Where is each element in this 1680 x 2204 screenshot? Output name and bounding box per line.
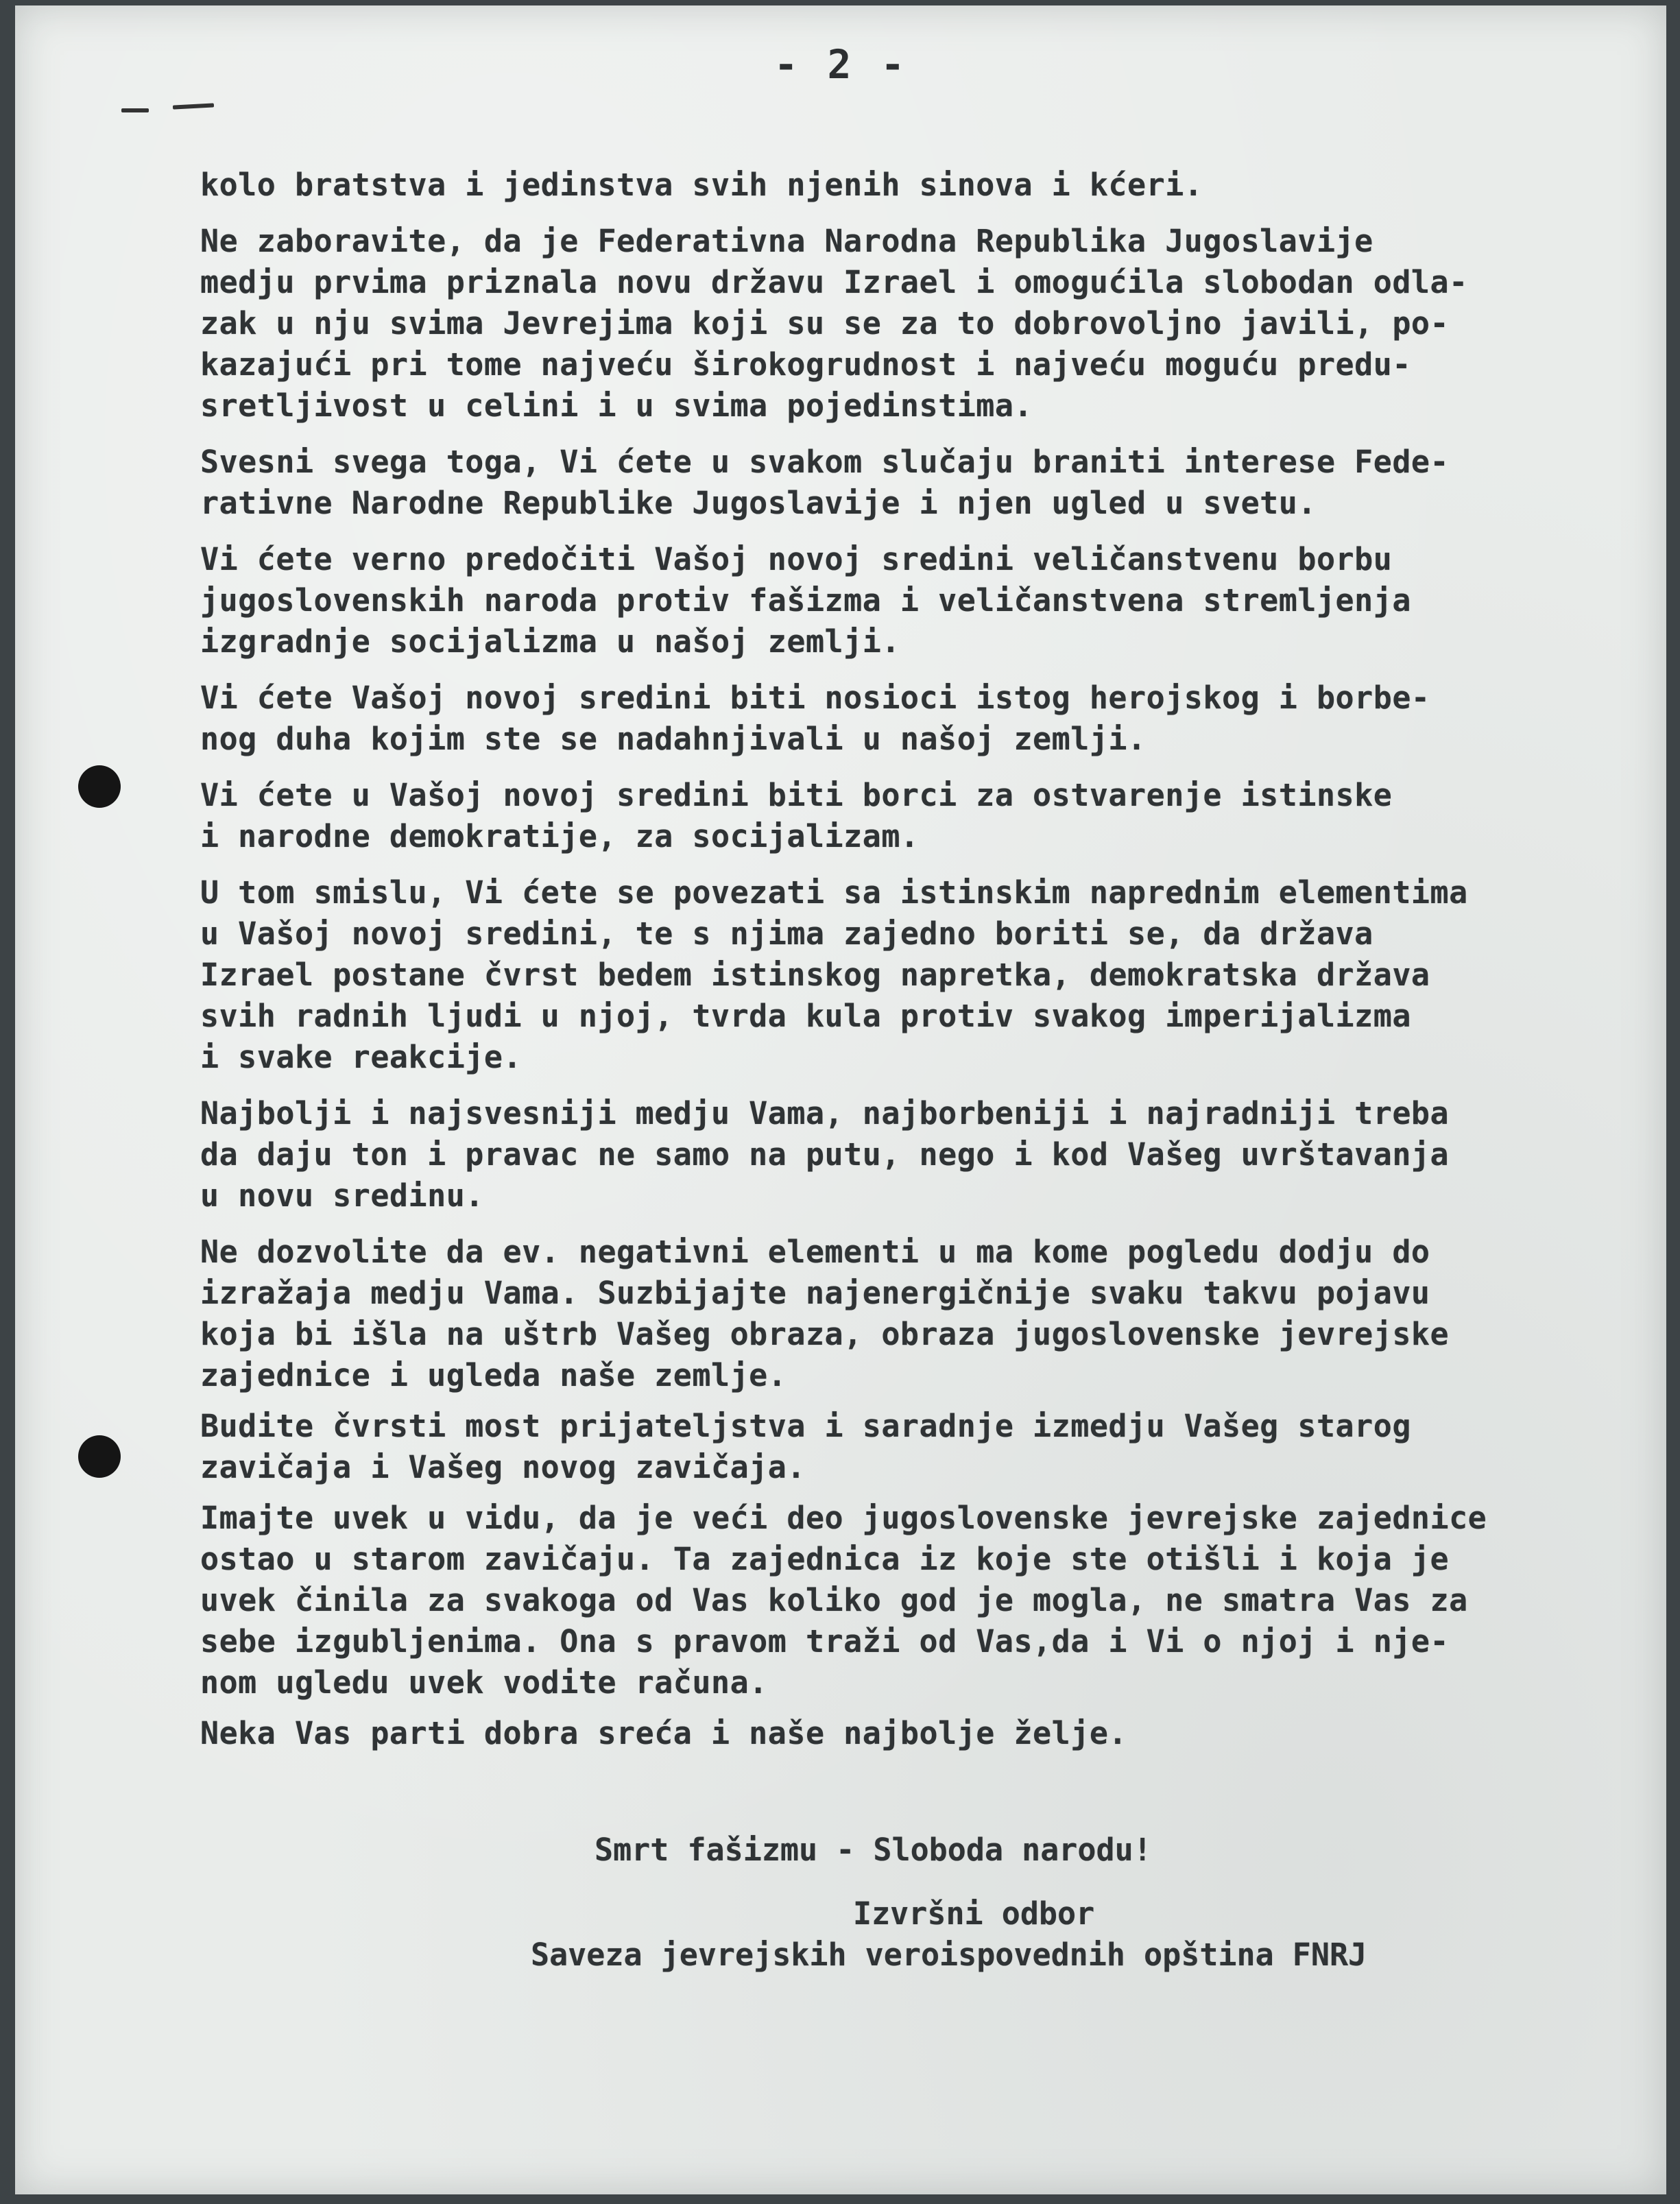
paragraph: Ne zaboravite, da je Federativna Narodna Republika Jugoslavije medju prvima priznala novu državu Izrael i omogućila slobodan odla- zak u nju svima Jevrejima koji su se za to dobrovoljno javili, po- kazajući pri tome najveću širokogrudnost i najveću moguću predu- sretljivost u celini i u svima pojedinstima. bbox=[200, 223, 1468, 424]
paragraph: Svesni svega toga, Vi ćete u svakom slučaju braniti interese Fede- rativne Narodne Republike Jugoslavije i njen ugled u svetu. bbox=[200, 444, 1450, 521]
paragraph: Ne dozvolite da ev. negativni elementi u ma kome pogledu dodju do izražaja medju Vama. Suzbijajte najenergičnije svaku takvu pojavu koja bi išla na uštrb Vašeg obraza, obraza jugoslovenske jevrejske zajednice i ugleda naše zemlje. bbox=[200, 1234, 1450, 1393]
paragraph: Vi ćete u Vašoj novoj sredini biti borci za ostvarenje istinske i narodne demokratije, za socijalizam. bbox=[200, 777, 1393, 854]
paragraph: U tom smislu, Vi ćete se povezati sa istinskim naprednim elementima u Vašoj novoj sredini, te s njima zajedno boriti se, da država Izrael postane čvrst bedem istinskog napretka, demokratska država svih radnih ljudi u njoj, tvrda kula protiv svakog imperijalizma i svake reakcije. bbox=[200, 874, 1468, 1075]
signatory-name: Izvršni odbor bbox=[853, 1895, 1095, 1932]
page-number: - 2 - bbox=[773, 41, 908, 88]
paragraph: Najbolji i najsvesniji medju Vama, najborbeniji i najradniji treba da daju ton i pravac ne samo na putu, nego i kod Vašeg uvrštavanja u novu sredinu. bbox=[200, 1095, 1450, 1214]
margin-mark bbox=[173, 103, 214, 109]
paragraph: Imajte uvek u vidu, da je veći deo jugoslovenske jevrejske zajednice ostao u starom zavičaju. Ta zajednica iz koje ste otišli i koja je uvek činila za svakoga od Vas koliko god je mogla, ne smatra Vas za sebe izgubljenima. Ona s pravom traži od Vas,da i Vi o njoj i nje- nom ugledu uvek vodite računa. bbox=[200, 1500, 1487, 1701]
punch-hole-bottom bbox=[78, 1435, 121, 1478]
closing-slogan: Smrt fašizmu - Sloboda narodu! bbox=[595, 1832, 1152, 1868]
letter-body bbox=[200, 165, 1647, 1764]
paragraph: Neka Vas parti dobra sreća i naše najbolje želje. bbox=[200, 1715, 1128, 1751]
paragraph: Vi ćete verno predočiti Vašoj novoj sredini veličanstvenu borbu jugoslovenskih naroda protiv fašizma i veličanstvena stremljenja izgradnje socijalizma u našoj zemlji. bbox=[200, 541, 1411, 660]
margin-mark bbox=[121, 108, 149, 112]
paragraph: Budite čvrsti most prijateljstva i saradnje izmedju Vašeg starog zavičaja i Vašeg novog zavičaja. bbox=[200, 1408, 1411, 1485]
punch-hole-top bbox=[78, 765, 121, 808]
paragraph: kolo bratstva i jedinstva svih njenih sinova i kćeri. bbox=[200, 167, 1203, 203]
signatory-organization: Saveza jevrejskih veroispovednih opština FNRJ bbox=[531, 1937, 1367, 1973]
paragraph: Vi ćete Vašoj novoj sredini biti nosioci istog herojskog i borbe- nog duha kojim ste se nadahnjivali u našoj zemlji. bbox=[200, 680, 1430, 757]
document-page bbox=[15, 5, 1666, 2194]
